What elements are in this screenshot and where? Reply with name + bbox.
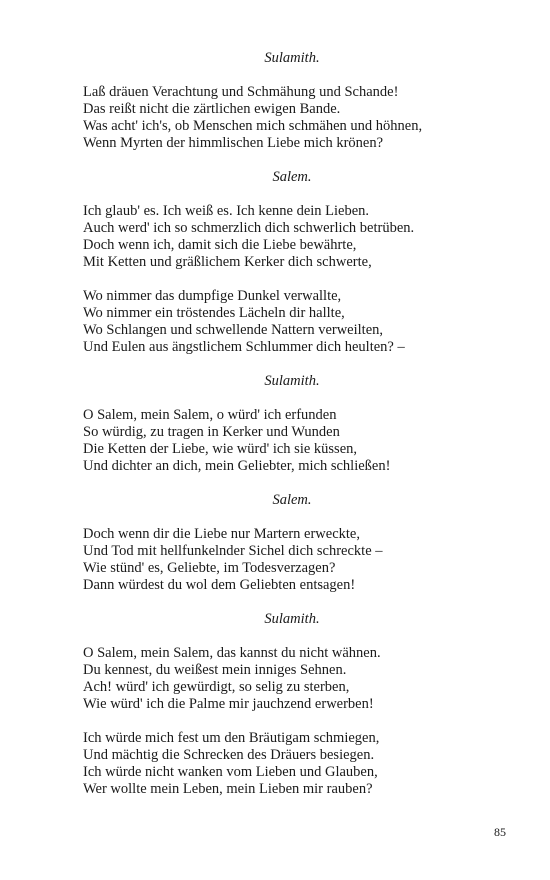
verse-line: Dann würdest du wol dem Geliebten entsagen!: [83, 577, 356, 593]
verse-line: Und mächtig die Schrecken des Dräuers besiegen.: [83, 747, 375, 763]
stanza: [83, 203, 483, 271]
verse-line: Die Ketten der Liebe, wie würd' ich sie küssen,: [83, 441, 357, 457]
poem: [83, 50, 483, 815]
verse-line: Was acht' ich's, ob Menschen mich schmähen und höhnen,: [83, 118, 423, 134]
verse-line: Wenn Myrten der himmlischen Liebe mich krönen?: [83, 135, 384, 151]
verse-line: Das reißt nicht die zärtlichen ewigen Bande.: [83, 101, 341, 117]
verse-line: Wie würd' ich die Palme mir jauchzend erwerben!: [83, 696, 374, 712]
verse-line: O Salem, mein Salem, o würd' ich erfunden: [83, 407, 337, 423]
stanza: [83, 288, 483, 356]
verse-line: Auch werd' ich so schmerzlich dich schwerlich betrüben.: [83, 220, 415, 236]
page-number: 85: [494, 825, 506, 839]
verse-line: O Salem, mein Salem, das kannst du nicht wähnen.: [83, 645, 381, 661]
verse-line: Wo nimmer das dumpfige Dunkel verwallte,: [83, 288, 342, 304]
verse-line: Und dichter an dich, mein Geliebter, mich schließen!: [83, 458, 391, 474]
verse-line: Ach! würd' ich gewürdigt, so selig zu sterben,: [83, 679, 350, 695]
verse-line: Wer wollte mein Leben, mein Lieben mir rauben?: [83, 781, 373, 797]
verse-line: Mit Ketten und gräßlichem Kerker dich schwerte,: [83, 254, 372, 270]
verse-line: Und Tod mit hellfunkelnder Sichel dich schreckte –: [83, 543, 383, 559]
verse-line: Und Eulen aus ängstlichem Schlummer dich heulten? –: [83, 339, 405, 355]
verse-line: Wie stünd' es, Geliebte, im Todesverzagen?: [83, 560, 336, 576]
verse-line: Doch wenn dir die Liebe nur Martern erweckte,: [83, 526, 360, 542]
verse-line: Doch wenn ich, damit sich die Liebe bewährte,: [83, 237, 357, 253]
speaker-heading: Salem.: [272, 169, 312, 185]
verse-line: So würdig, zu tragen in Kerker und Wunden: [83, 424, 340, 440]
stanza: [83, 645, 483, 713]
stanza: [83, 730, 483, 798]
verse-line: Ich würde mich fest um den Bräutigam schmiegen,: [83, 730, 380, 746]
speaker-heading: Sulamith.: [264, 50, 320, 66]
verse-line: Laß dräuen Verachtung und Schmähung und Schande!: [83, 84, 399, 100]
stanza: [83, 526, 483, 594]
speaker-heading: Sulamith.: [264, 611, 320, 627]
verse-line: Wo nimmer ein tröstendes Lächeln dir hallte,: [83, 305, 345, 321]
stanza: [83, 84, 483, 152]
verse-line: Du kennest, du weißest mein inniges Sehnen.: [83, 662, 347, 678]
speaker-heading: Sulamith.: [264, 373, 320, 389]
verse-line: Wo Schlangen und schwellende Nattern verweilten,: [83, 322, 384, 338]
speaker-heading: Salem.: [272, 492, 312, 508]
stanza: [83, 407, 483, 475]
verse-line: Ich glaub' es. Ich weiß es. Ich kenne dein Lieben.: [83, 203, 370, 219]
verse-line: Ich würde nicht wanken vom Lieben und Glauben,: [83, 764, 378, 780]
